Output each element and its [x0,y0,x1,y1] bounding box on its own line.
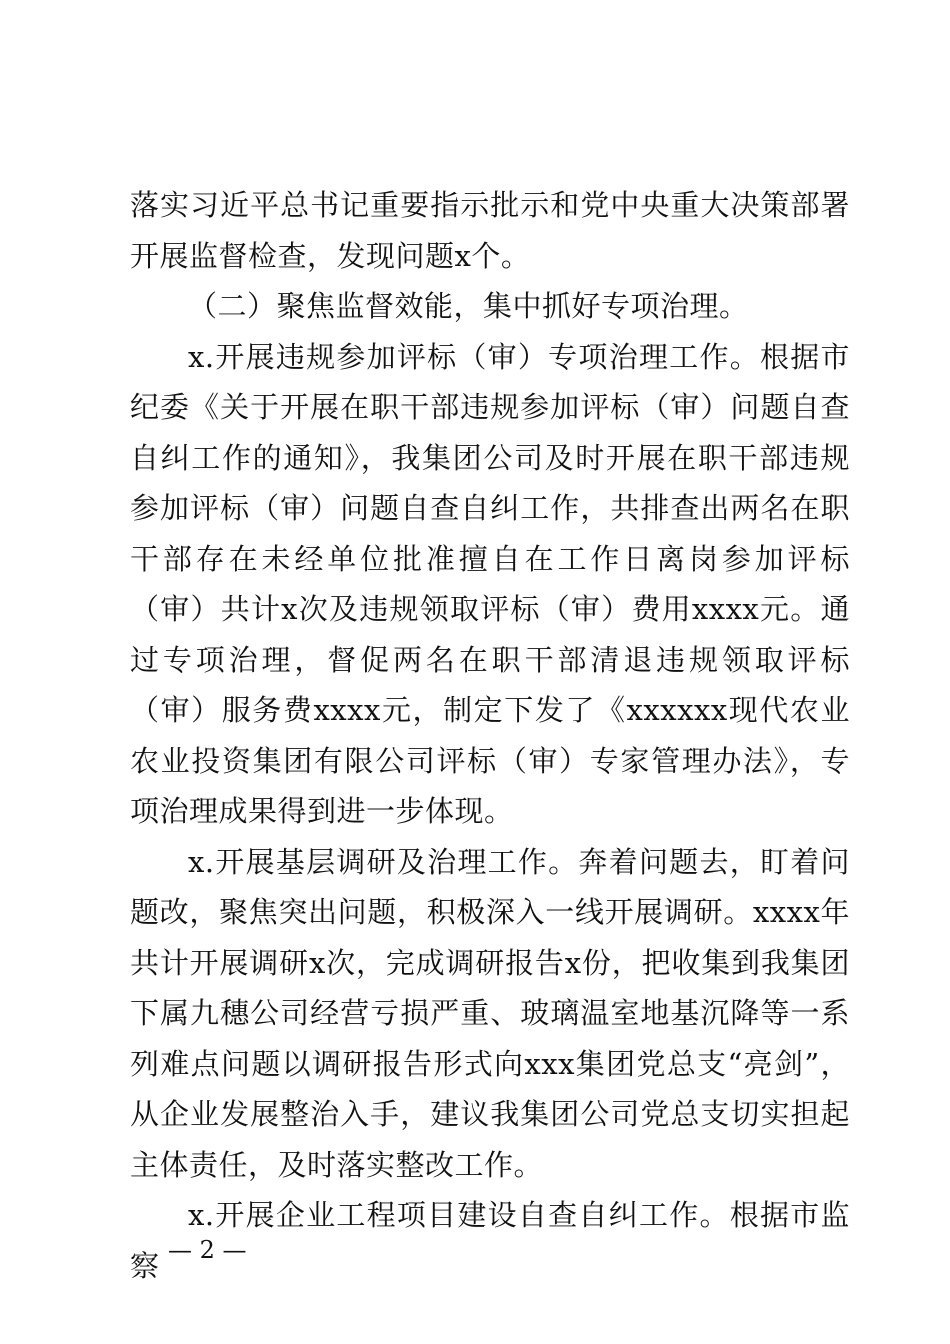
paragraph-bidding-governance: x.开展违规参加评标（审）专项治理工作。根据市纪委《关于开展在职干部违规参加评标（审）问题自查自纠工作的通知》，我集团公司及时开展在职干部违规参加评标（审）问题自查自纠工作，共排查出两名在职干部存在未经单位批准擅自在工作日离岗参加评标（审）共计x次及违规领取评标（审）费用xxxx元。通过专项治理，督促两名在职干部清退违规领取评标（审）服务费xxxx元，制定下发了《xxxxxx现代农业农业投资集团有限公司评标（审）专家管理办法》，专项治理成果得到进一步体现。 [130,339,850,828]
paragraph-continuation: 落实习近平总书记重要指示批示和党中央重大决策部署开展监督检查，发现问题x个。 [130,188,850,273]
section-heading: （二）聚焦监督效能，集中抓好专项治理。 [188,289,749,323]
paragraph-engineering-inspection: x.开展企业工程项目建设自查自纠工作。根据市监察 [130,1198,850,1283]
paragraph-grassroots-research: x.开展基层调研及治理工作。奔着问题去，盯着问题改，聚焦突出问题，积极深入一线开展调研。xxxx年共计开展调研x次，完成调研报告x份，把收集到我集团下属九穗公司经营亏损严重、玻璃温室地基沉降等一系列难点问题以调研报告形式向xxx集团党总支“亮剑”，从企业发展整治入手，建议我集团公司党总支切实担起主体责任，及时落实整改工作。 [130,844,850,1182]
page-number: — 2 — [168,1236,247,1264]
document-body [130,180,850,1291]
